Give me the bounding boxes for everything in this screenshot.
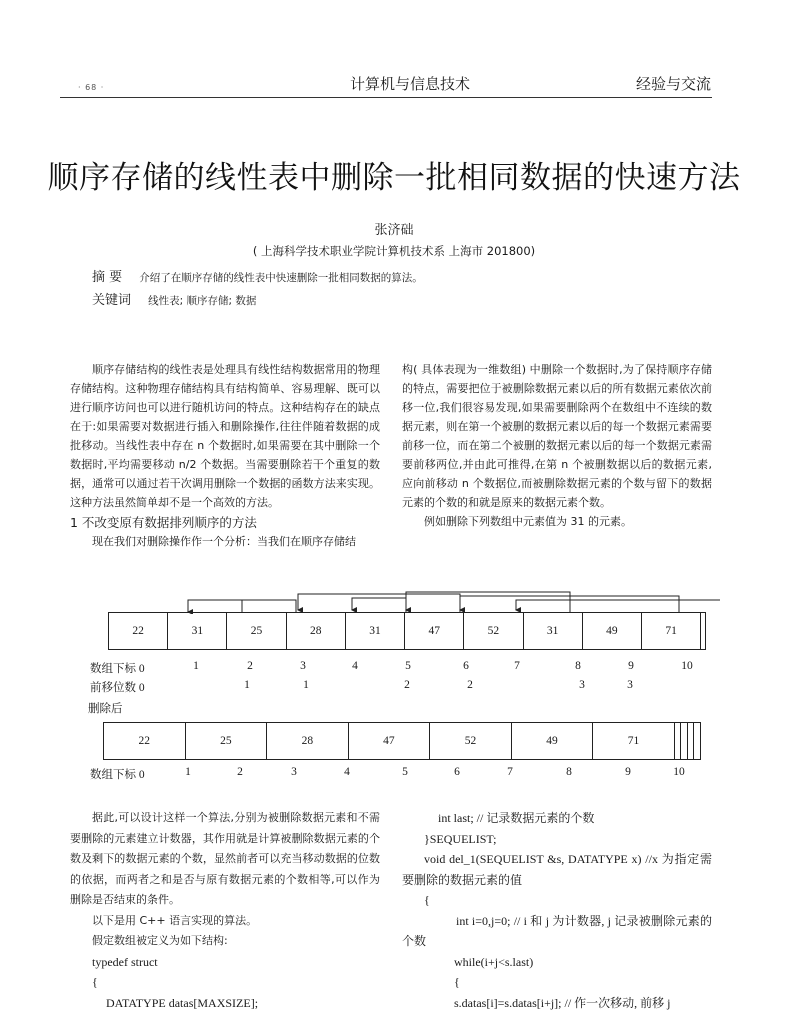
- index-value: 2: [237, 766, 243, 778]
- array-cell: 31: [168, 613, 227, 650]
- code-line: while(i+j<s.last): [454, 954, 534, 969]
- abstract-text: 介绍了在顺序存储的线性表中快速删除一批相同数据的算法。: [139, 272, 423, 284]
- code-line: {: [454, 975, 460, 989]
- array-cell: 47: [348, 723, 430, 760]
- array-cell: 31: [523, 613, 582, 650]
- struct-intro: 假定数组被定义为如下结构:: [92, 934, 228, 947]
- index-value: 2: [247, 660, 253, 672]
- author: 张济础: [374, 223, 414, 238]
- array-cell: 71: [641, 613, 700, 650]
- code-line: }SEQUELIST;: [424, 831, 497, 846]
- continued-paragraph: 构( 具体表现为一维数组) 中删除一个数据时,为了保持顺序存储的特点，需要把位于被删除数据元素以后的所有数据元素依次前移一位,我们很容易发现,如果需要删除两个在数组中不连续的数据元素，则在第一个被删的数据元素以后的每一个数据元素需要前移一位，而在第二个被删的数据元素以后的每一个数据元素需要前移两位,并由此可推得,在第 n 个被删数据以后的数据元素,应向前移动 n 个数据位,而被删除数据元素的个数与留下的数据元素的个数的和就是原来的数据元素个数。: [402, 363, 712, 509]
- shift-value: 1: [303, 679, 309, 691]
- index-value: 1: [185, 766, 191, 778]
- code-line: typedef struct: [92, 954, 158, 969]
- shift-value: 2: [404, 679, 410, 691]
- code-line: void del_1(SEQUELIST &s, DATATYPE x) //x 为指定需要删除的数据元素的值: [402, 852, 712, 887]
- keywords-label: 关键词: [92, 293, 132, 308]
- after-label: 删除后: [88, 703, 123, 715]
- code-line: {: [92, 975, 98, 989]
- index-value: 3: [291, 766, 297, 778]
- array-cell: 25: [227, 613, 286, 650]
- index-value: 4: [344, 766, 350, 778]
- index-value: 3: [300, 660, 306, 672]
- array-cell: [701, 613, 706, 650]
- index-label: 数组下标 0: [90, 663, 145, 675]
- array-cell: 22: [109, 613, 168, 650]
- affiliation: ( 上海科学技术职业学院计算机技术系 上海市 201800): [252, 244, 536, 258]
- abstract: [92, 266, 423, 285]
- code-line: {: [424, 893, 430, 907]
- shift-label: 前移位数 0: [90, 682, 145, 694]
- shift-value: 1: [244, 679, 250, 691]
- array-cell: 49: [582, 613, 641, 650]
- index-value: 10: [673, 766, 685, 778]
- array-cell: 28: [267, 723, 349, 760]
- index-value: 9: [628, 660, 634, 672]
- left-column: [70, 360, 380, 551]
- index-value: 5: [405, 660, 411, 672]
- keywords-text: 线性表; 顺序存储; 数据: [148, 295, 257, 307]
- paper-title: 顺序存储的线性表中删除一批相同数据的快速方法: [47, 160, 741, 196]
- shift-value: 3: [627, 679, 633, 691]
- algorithm-paragraph: 据此,可以设计这样一个算法,分别为被删除数据元素和不需要删除的元素建立计数器，其作用就是计算被删除数据元素的个数及剩下的数据元素的个数，显然前者可以充当移动数据的位数的依据，而两者之和是否与原有数据元素的个数相等,可以作为删除是否结束的条件。: [70, 811, 380, 906]
- example-paragraph: 例如删除下列数组中元素值为 31 的元素。: [424, 515, 632, 528]
- array-cell: 49: [511, 723, 593, 760]
- array-cell: 31: [345, 613, 404, 650]
- array-before: [108, 612, 706, 650]
- array-cell: 22: [104, 723, 186, 760]
- index-value: 7: [507, 766, 513, 778]
- index-value: 7: [514, 660, 520, 672]
- keywords: [92, 289, 256, 308]
- code-line: int i=0,j=0; // i 和 j 为计数器, j 记录被删除元素的个数: [402, 913, 712, 948]
- header-rule: [60, 97, 712, 98]
- code-line: DATATYPE datas[MAXSIZE];: [106, 995, 259, 1010]
- index-value: 10: [681, 660, 693, 672]
- array-cell: 25: [185, 723, 267, 760]
- index-value: 4: [352, 660, 358, 672]
- array-after: [103, 722, 701, 760]
- index-value: 8: [566, 766, 572, 778]
- array-cell: 28: [286, 613, 345, 650]
- index-value: 8: [575, 660, 581, 672]
- code-line: int last; // 记录数据元素的个数: [438, 811, 595, 825]
- array-cell: [694, 723, 701, 760]
- shift-value: 2: [467, 679, 473, 691]
- section-heading: 1 不改变原有数据排列顺序的方法: [70, 515, 257, 530]
- lower-right-column: [402, 808, 712, 1013]
- page-number: · 68 ·: [78, 83, 105, 92]
- lower-left-column: [70, 808, 380, 1013]
- code-line: s.datas[i]=s.datas[i+j]; // 作一次移动, 前移 j: [454, 995, 671, 1010]
- analysis-paragraph: 现在我们对删除操作作一个分析：当我们在顺序存储结: [92, 535, 356, 548]
- intro-paragraph: 顺序存储结构的线性表是处理具有线性结构数据常用的物理存储结构。这种物理存储结构具有结构简单、容易理解、既可以进行顺序访问也可以进行随机访问的特点。这种结构存在的缺点在于:如果需要对数据进行插入和删除操作,往往伴随着数据的成批移动。当线性表中存在 n 个数据时,如果需要在其中删除一个数据时,平均需要移动 n/2 个数据。当需要删除若干个重复的数据，通常可以通过若干次调用删除一个数据的函数方法来实现。这种方法虽然简单却不是一个高效的方法。: [70, 363, 380, 509]
- index-value: 9: [625, 766, 631, 778]
- array-cell: 52: [464, 613, 523, 650]
- abstract-label: 摘 要: [92, 270, 123, 285]
- index-value: 1: [193, 660, 199, 672]
- journal-name: 计算机与信息技术: [350, 75, 471, 93]
- index-label: 数组下标 0: [90, 769, 145, 781]
- array-cell: 47: [405, 613, 464, 650]
- array-cell: 52: [430, 723, 512, 760]
- cpp-intro: 以下是用 C++ 语言实现的算法。: [92, 913, 258, 927]
- index-value: 6: [454, 766, 460, 778]
- right-column: [402, 360, 712, 531]
- index-value: 6: [463, 660, 469, 672]
- shift-arrows: [100, 588, 720, 614]
- index-value: 5: [402, 766, 408, 778]
- array-cell: 71: [593, 723, 675, 760]
- section-name: 经验与交流: [635, 75, 711, 93]
- shift-value: 3: [579, 679, 585, 691]
